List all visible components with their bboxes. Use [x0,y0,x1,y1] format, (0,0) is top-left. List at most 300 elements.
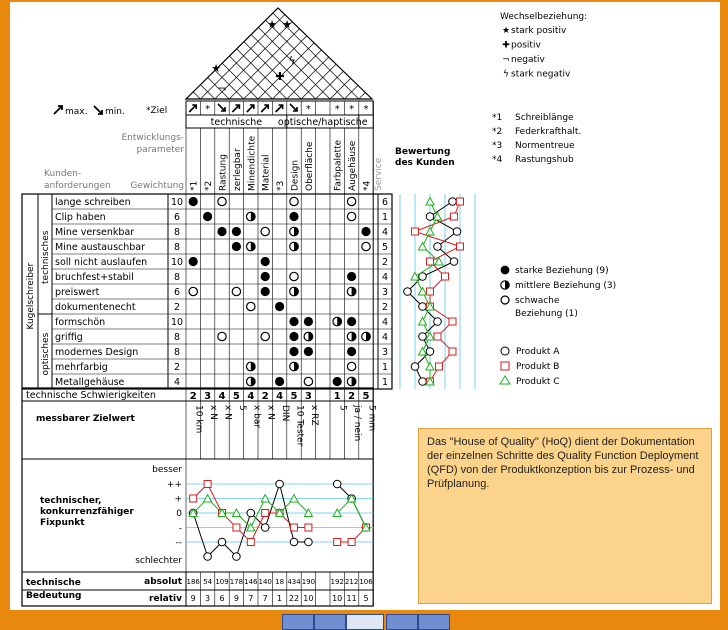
absolute-importance: 434 [287,578,301,586]
roof-grid-line [42,7,134,99]
customer-rating: 4 [381,272,389,283]
footnote-label: Schreiblänge [515,113,574,123]
product-c-label: Produkt C [516,377,560,387]
roof-grid-line [281,7,373,99]
customer-rating: 4 [381,332,389,343]
direction-target-mark: * [349,104,355,115]
roof-grid-line [13,7,105,99]
column-name: *2 [204,180,215,191]
max-arrow-icon [54,106,62,114]
weak-relation-mark [232,287,240,295]
weak-relation-mark [304,377,312,385]
requirement-weight: 8 [173,242,181,253]
evaluation-point-A [450,258,458,266]
roof-grid-line [359,7,451,99]
benchmark-scale-label: -- [175,538,182,548]
roof-grid-line [267,7,359,99]
page-navigation-bar [0,610,728,630]
correlation-legend-symbol: ★ [501,26,511,36]
roof-grid-line [316,7,408,99]
benchmark-point-A [204,553,212,561]
roof-grid-line [388,7,480,99]
roof-grid-line [324,7,416,99]
benchmark-point-A [333,480,341,488]
roof-grid-line [51,7,143,99]
column-name: Minendichte [247,135,258,191]
difficulty-value: 4 [247,391,255,402]
product-a-label: Produkt A [516,347,560,357]
evaluation-point-C [411,273,419,281]
fixpunkt-label-1: technischer, [40,496,102,506]
roof-grid-line [166,7,258,99]
relative-importance: 9 [190,594,196,603]
legend-weak-icon [501,296,509,304]
legend-strong-label: starke Beziehung (9) [515,266,609,276]
evaluation-point-B [436,363,443,370]
requirement-label: dokumentenecht [55,302,136,313]
evaluation-point-B [451,213,458,220]
evaluation-point-B [449,318,456,325]
weak-relation-mark [247,302,255,310]
roof-grid-line [152,7,244,99]
roof-grid-line [10,7,33,99]
strong-relation-mark [289,332,298,341]
fixpunkt-label-2: konkurrenzfähiger [40,507,134,517]
requirement-label: Mine austauschbar [55,242,146,253]
strong-relation-mark [232,227,241,236]
roof-grid-line [301,7,393,99]
difficulty-value: 2 [261,391,269,402]
weak-relation-mark [218,197,226,205]
benchmark-point-A [305,538,313,546]
requirement-label: Clip haben [55,212,106,223]
direction-max-arrow [232,105,239,112]
gewichtung-label: Gewichtung [130,181,184,191]
roof-grid-line [80,7,172,99]
requirement-weight: 10 [170,197,184,208]
last-page-button[interactable] [418,614,450,630]
strong-relation-mark [347,347,356,356]
column-name: *4 [362,180,373,191]
requirement-label: Metallgehäuse [55,377,125,388]
relative-importance: 5 [363,594,369,603]
evaluation-point-C [419,243,427,251]
benchmark-point-A [218,538,226,546]
evaluation-point-C [426,198,434,206]
roof-grid-line [10,7,42,99]
roof-grid-line [618,7,710,99]
evaluation-point-B [412,228,419,235]
strong-relation-mark [261,257,270,266]
roof-grid-line [71,7,163,99]
column-name: Rastung [218,154,229,191]
customer-rating: 2 [381,257,389,268]
customer-rating: 3 [381,287,389,298]
relative-importance: 6 [219,594,225,603]
benchmark-point-B [305,524,312,531]
evaluation-point-A [426,213,434,221]
roof-grid-line [123,7,215,99]
roof-correlation-mark: ϟ [288,54,296,67]
roof-grid-line [330,7,422,99]
requirement-weight: 2 [173,302,181,313]
roof-grid-line [589,7,681,99]
anforderungen-label: anforderungen [44,181,111,191]
direction-max-arrow [189,105,196,112]
wechsel-title: Wechselbeziehung: [500,12,588,22]
bedeutung-label-1: technische [26,578,81,588]
absolute-importance: 190 [301,578,316,586]
absolute-importance: 54 [203,578,213,586]
roof-grid-line [10,7,56,99]
direction-target-mark: * [334,104,340,115]
strong-relation-mark [347,317,356,326]
absolute-importance: 192 [330,578,344,586]
evaluation-point-B [457,198,464,205]
absolute-importance: 178 [229,578,244,586]
optisches-label: optisches [41,332,51,376]
roof-grid-line [368,7,460,99]
product-c-icon [500,376,510,384]
roof-grid-line [10,7,13,99]
product-b-label: Produkt B [516,362,560,372]
zielwert-label: messbarer Zielwert [36,414,135,424]
roof-grid-line [411,7,503,99]
group-label-optische: optische/haptische [277,117,368,128]
benchmark-point-A [247,509,255,517]
evaluation-point-A [419,333,427,341]
page-indicator [346,614,384,630]
evaluation-point-C [419,318,427,326]
requirement-weight: 2 [173,362,181,373]
target-value: x N [208,405,219,420]
customer-rating: 5 [381,242,389,253]
roof-grid-line [94,7,186,99]
weak-relation-mark [189,287,197,295]
benchmark-point-A [261,524,269,532]
direction-target-mark: * [305,104,311,115]
evaluation-point-B [449,348,456,355]
roof-grid-line [10,7,71,99]
min-label: min. [105,107,125,117]
target-label: *Ziel [146,106,168,116]
roof-grid-line [402,7,494,99]
absolute-importance: 106 [359,578,373,586]
target-value: 10 km [193,405,204,434]
evaluation-point-C [426,363,434,371]
hoq-diagram-frame [10,2,720,610]
footnote-label: Normentreue [515,141,575,151]
requirement-label: preiswert [55,287,100,298]
benchmark-point-B [291,524,298,531]
target-value: x RZ [308,405,319,426]
column-name: *1 [189,180,200,191]
benchmark-scale-label: - [178,523,182,534]
strong-relation-mark [189,257,198,266]
customer-rating: 4 [381,227,389,238]
benchmark-point-B [204,481,211,488]
fixpunkt-label-3: Fixpunkt [40,518,85,528]
benchmark-scale-label: + [174,494,182,505]
target-value: 5 [337,405,348,411]
absolute-importance: 212 [344,578,359,586]
evaluation-point-A [426,348,434,356]
strong-relation-mark [361,227,370,236]
strong-relation-mark [304,347,313,356]
absolute-importance: 18 [275,578,285,586]
column-name: *3 [276,180,287,191]
evaluation-point-C [419,288,427,296]
evaluation-point-B [427,288,434,295]
schwierigkeiten-label: technische Schwierigkeiten [26,390,156,401]
benchmark-scale-label: 0 [176,509,182,519]
target-value: 10 Tester [294,405,305,447]
requirement-label: modernes Design [55,347,139,358]
evaluation-point-C [426,333,434,341]
roof-grid-line [10,7,100,99]
difficulty-value: 3 [304,391,312,402]
absolute-importance: 186 [186,578,200,586]
roof-grid-line [287,7,379,99]
correlation-legend-symbol: ✚ [502,40,510,51]
service-label: Service [374,157,385,191]
target-value: DIN [280,405,291,422]
benchmark-point-A [276,480,284,488]
weak-relation-mark [290,272,298,280]
footnote-mark: *3 [492,141,503,151]
footnote-mark: *4 [492,155,503,165]
relative-importance: 10 [303,594,314,603]
roof-grid-line [10,7,91,99]
requirement-weight: 10 [170,257,184,268]
evaluation-point-A [453,228,461,236]
strong-relation-mark [347,272,356,281]
roof-grid-line [416,7,511,99]
roof-grid-line [108,7,200,99]
roof-correlation-mark: ✚ [275,70,285,83]
roof-grid-line [10,7,62,99]
roof-grid-line [396,7,488,99]
target-value: x N [222,405,233,420]
difficulty-value: 5 [362,391,370,402]
column-name: Augehäuse [348,140,359,191]
roof-grid-line [339,7,431,99]
target-value: 5 [236,405,247,411]
weak-relation-mark [347,362,355,370]
relative-importance: 11 [346,594,357,603]
evaluation-point-A [411,363,419,371]
difficulty-value: 4 [218,391,226,402]
target-value: ja / nein [352,405,363,442]
bewertung-label: Bewertung [395,147,451,157]
strong-relation-mark [203,212,212,221]
target-value: x bar [251,405,262,429]
roof-grid-line [353,7,445,99]
correlation-legend-label: positiv [511,40,541,51]
kunden-label: Kunden- [44,169,82,179]
benchmark-point-B [190,495,197,502]
benchmark-point-A [233,553,241,561]
requirement-label: Mine versenkbar [55,227,135,238]
strong-relation-mark [289,317,298,326]
prev-page-button[interactable] [314,614,346,630]
roof-grid-line [10,7,48,99]
correlation-legend-label: negativ [511,55,545,65]
weak-relation-mark [290,197,298,205]
requirement-weight: 8 [173,332,181,343]
evaluation-point-A [434,318,442,326]
next-page-button[interactable] [386,614,418,630]
footnote-label: Rastungshub [515,155,574,165]
parameter-label: parameter [136,145,184,155]
strong-relation-mark [232,242,241,251]
roof-grid-line [28,7,120,99]
difficulty-value: 1 [333,391,341,402]
roof-correlation-mark: ★ [282,18,292,31]
strong-relation-mark [217,227,226,236]
evaluation-point-A [419,378,427,386]
requirement-label: lange schreiben [55,197,131,208]
roof-grid-line [604,7,696,99]
weak-relation-mark [261,227,269,235]
roof-grid-line [373,7,465,99]
direction-max-arrow [247,105,254,112]
target-value: 5 mm [366,405,377,432]
requirement-weight: 8 [173,227,181,238]
min-arrow-icon [94,106,102,114]
entwicklungs-label: Entwicklungs- [121,133,184,143]
group-label-technische: technische [210,117,263,128]
roof-grid-line [10,7,76,99]
customer-rating: 4 [381,317,389,328]
evaluation-point-B [442,273,449,280]
correlation-legend-symbol: ¬ [502,55,510,65]
strong-relation-mark [289,212,298,221]
roof-grid-line [10,7,19,99]
direction-min-arrow [218,104,225,111]
absolute-importance: 146 [244,578,258,586]
evaluation-point-A [434,243,442,251]
roof-correlation-mark: ¬ [217,82,227,95]
product-b-icon [501,362,509,370]
evaluation-point-C [426,228,434,236]
strong-relation-mark [333,377,342,386]
roof-grid-line [128,7,220,99]
footnote-mark: *2 [492,127,503,137]
target-value: x N [265,405,276,420]
direction-max-arrow [276,105,283,112]
strong-relation-mark [289,347,298,356]
technisches-label: technisches [41,230,51,284]
evaluation-point-A [419,303,427,311]
roof-correlation-grid [10,7,710,99]
roof-grid-line [10,7,85,99]
correlation-legend-label: stark positiv [511,26,567,36]
roof-grid-line [157,7,249,99]
roof-grid-line [65,7,157,99]
footnote-mark: *1 [492,113,503,123]
absolute-importance: 140 [258,578,272,586]
correlation-legend-label: stark negativ [511,69,571,80]
evaluation-point-B [457,243,464,250]
benchmark-point-B [233,524,240,531]
roof-grid-line [215,7,307,99]
requirement-weight: 10 [170,317,184,328]
correlation-legend-symbol: ϟ [503,69,509,80]
requirement-weight: 8 [173,347,181,358]
requirement-weight: 6 [173,287,181,298]
first-page-button[interactable] [282,614,314,630]
evaluation-point-A [404,288,412,296]
evaluation-point-B [427,258,434,265]
besser-label: besser [152,465,182,475]
requirement-label: soll nicht auslaufen [55,257,148,268]
column-name: zerlegbar [232,148,243,191]
requirement-label: griffig [55,332,83,343]
column-name: Material [261,154,272,191]
benchmark-point-B [247,539,254,546]
footnote-label: Federkrafthalt. [515,127,582,137]
absolute-importance: 109 [215,578,229,586]
legend-strong-icon [501,266,510,275]
absolut-label: absolut [144,577,182,587]
evaluation-point-B [434,333,441,340]
roof-correlation-mark: ★ [211,62,221,75]
relativ-label: relativ [149,594,182,604]
difficulty-value: 5 [290,391,298,402]
relative-importance: 10 [332,594,343,603]
strong-relation-mark [261,272,270,281]
customer-rating: 3 [381,347,389,358]
direction-target-mark: * [363,104,369,115]
customer-rating: 2 [381,302,389,313]
benchmark-point-B [334,539,341,546]
direction-min-arrow [290,104,297,111]
relative-importance: 9 [233,594,239,603]
difficulty-value: 4 [276,391,284,402]
max-label: max. [65,107,88,117]
strong-relation-mark [275,377,284,386]
roof-grid-line [575,7,667,99]
bedeutung-label-2: Bedeutung [26,591,82,601]
strong-relation-mark [304,317,313,326]
legend-weak-label-2: Beziehung (1) [515,309,578,319]
customer-rating: 1 [381,212,389,223]
requirement-label: bruchfest+stabil [55,272,134,283]
roof-grid-line [22,7,114,99]
roof-grid-line [56,7,148,99]
direction-target-mark: * [205,104,211,115]
requirement-weight: 8 [173,272,181,283]
benchmark-point-B [262,510,269,517]
roof-grid-line [137,7,229,99]
evaluation-point-C [419,348,427,356]
roof-correlation-mark: ★ [267,18,277,31]
difficulty-value: 5 [232,391,240,402]
benchmark-scale-label: ++ [166,480,182,490]
relative-importance: 22 [288,594,300,603]
weak-relation-mark [218,332,226,340]
benchmark-point-B [348,539,355,546]
legend-weak-label: schwache [515,296,560,306]
roof-grid-line [114,7,206,99]
benchmark-point-A [290,538,298,546]
legend-medium-label: mittlere Beziehung (3) [515,281,617,291]
strong-relation-mark [189,197,198,206]
weak-relation-mark [362,242,370,250]
direction-max-arrow [261,105,268,112]
requirement-weight: 6 [173,212,181,223]
